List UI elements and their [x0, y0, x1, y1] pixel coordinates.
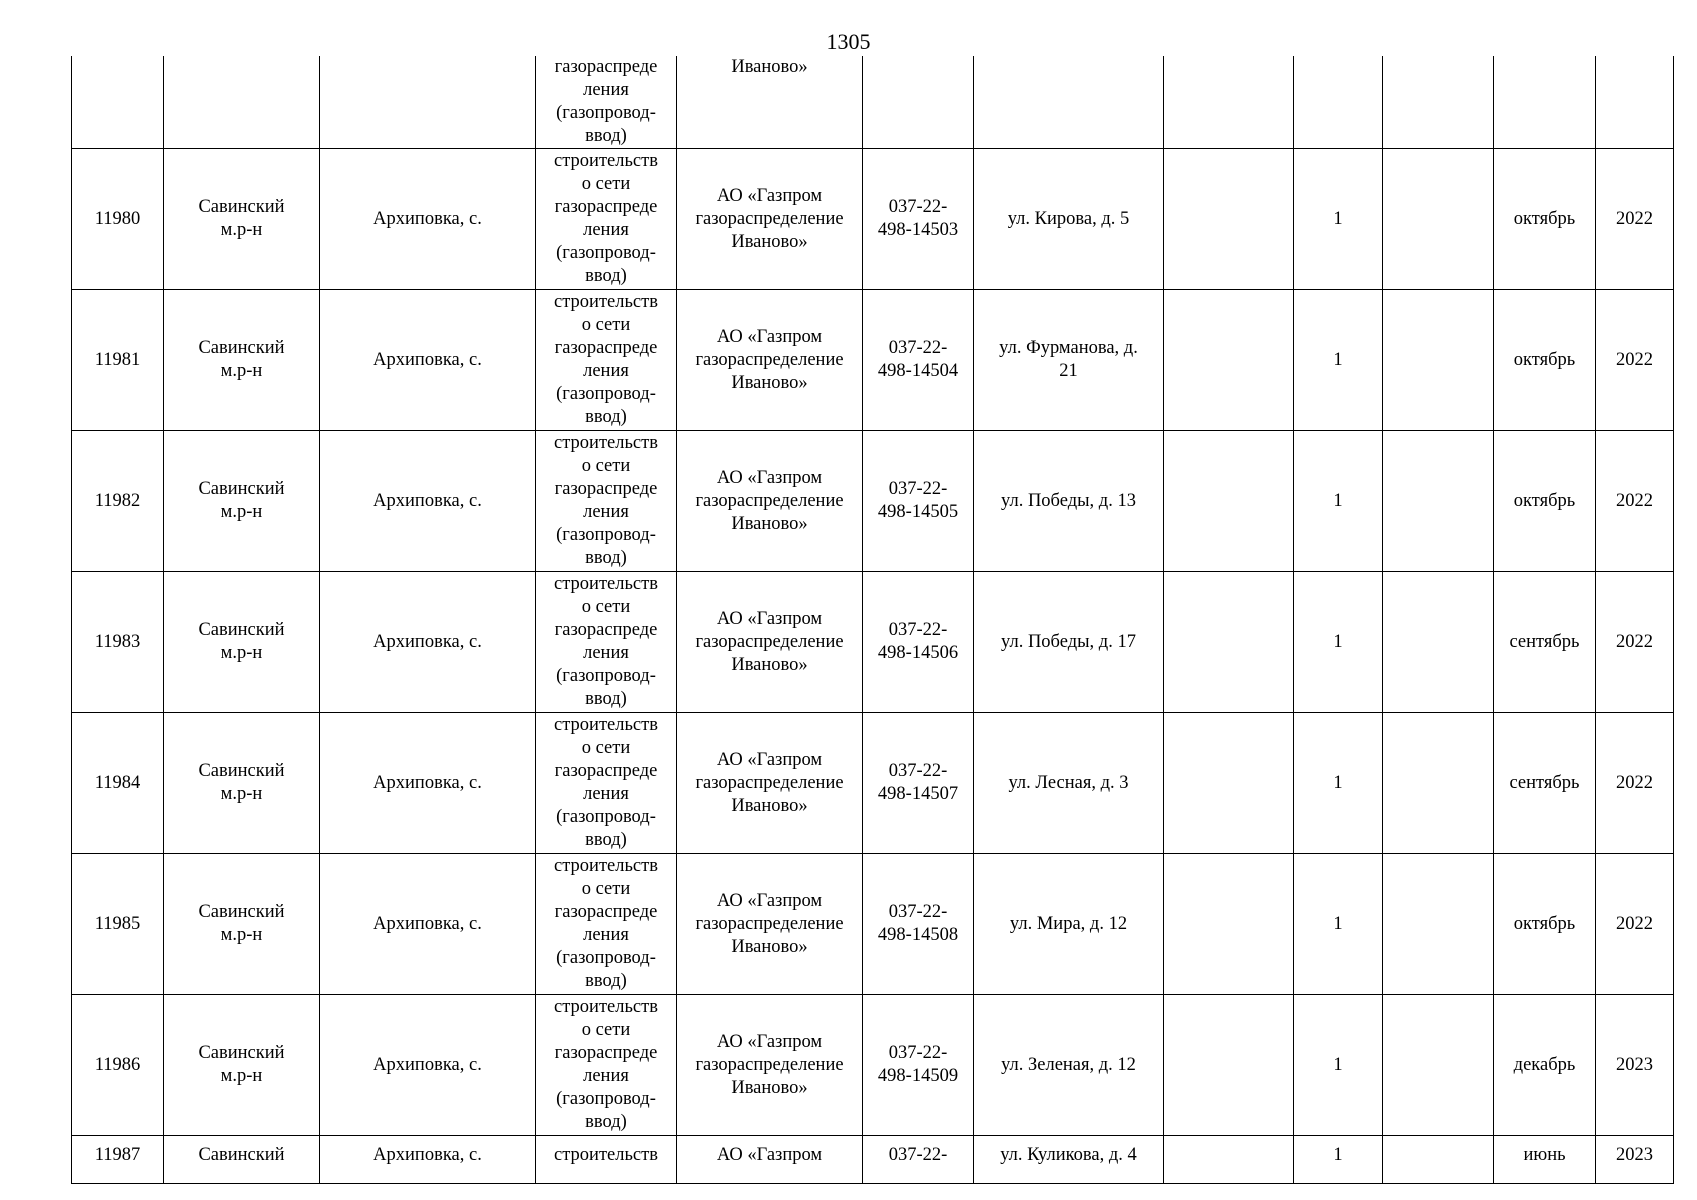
table-row [72, 431, 1674, 572]
cell-code: 037-22- 498-14506 [863, 572, 974, 713]
cell-qty: 1 [1294, 995, 1383, 1136]
cell-num [72, 56, 164, 149]
cell-month: сентябрь [1494, 572, 1596, 713]
cell-num: 11986 [72, 995, 164, 1136]
cell-empty-2 [1383, 56, 1494, 149]
cell-district: Савинский м.р-н [164, 290, 320, 431]
cell-qty: 1 [1294, 1136, 1383, 1184]
cell-place: Архиповка, с. [320, 290, 536, 431]
cell-empty-2 [1383, 572, 1494, 713]
cell-empty-1 [1164, 854, 1294, 995]
cell-address: ул. Мира, д. 12 [974, 854, 1164, 995]
cell-district: Савинский [164, 1136, 320, 1184]
cell-month: октябрь [1494, 149, 1596, 290]
cell-code: 037-22- 498-14504 [863, 290, 974, 431]
cell-empty-1 [1164, 56, 1294, 149]
cell-place: Архиповка, с. [320, 713, 536, 854]
cell-org: АО «Газпром газораспределение Иваново» [677, 431, 863, 572]
cell-num: 11984 [72, 713, 164, 854]
cell-qty: 1 [1294, 290, 1383, 431]
cell-empty-2 [1383, 995, 1494, 1136]
cell-address: ул. Лесная, д. 3 [974, 713, 1164, 854]
cell-address: ул. Зеленая, д. 12 [974, 995, 1164, 1136]
cell-empty-2 [1383, 290, 1494, 431]
cell-district: Савинский м.р-н [164, 572, 320, 713]
gas-network-table [71, 56, 1674, 1184]
cell-address: ул. Фурманова, д. 21 [974, 290, 1164, 431]
cell-type: строительств о сети газораспреде ления (газопровод- ввод) [536, 290, 677, 431]
cell-org: АО «Газпром газораспределение Иваново» [677, 290, 863, 431]
cell-district: Савинский м.р-н [164, 995, 320, 1136]
cell-org: АО «Газпром газораспределение Иваново» [677, 854, 863, 995]
cell-year: 2022 [1596, 431, 1674, 572]
cell-num: 11982 [72, 431, 164, 572]
cell-empty-1 [1164, 1136, 1294, 1184]
cell-district [164, 56, 320, 149]
cell-month: октябрь [1494, 290, 1596, 431]
cell-org: АО «Газпром газораспределение Иваново» [677, 572, 863, 713]
cell-code: 037-22- 498-14508 [863, 854, 974, 995]
continued-row [72, 56, 1674, 149]
table-row [72, 290, 1674, 431]
cell-type: строительств о сети газораспреде ления (газопровод- ввод) [536, 713, 677, 854]
cell-empty-2 [1383, 149, 1494, 290]
cell-type: строительств [536, 1136, 677, 1184]
cell-month: декабрь [1494, 995, 1596, 1136]
cell-qty [1294, 56, 1383, 149]
cell-month: октябрь [1494, 431, 1596, 572]
cell-empty-1 [1164, 713, 1294, 854]
cell-district: Савинский м.р-н [164, 713, 320, 854]
cell-empty-1 [1164, 572, 1294, 713]
cell-qty: 1 [1294, 572, 1383, 713]
cell-place [320, 56, 536, 149]
page-number: 1305 [826, 29, 871, 54]
cell-type: строительств о сети газораспреде ления (газопровод- ввод) [536, 995, 677, 1136]
cell-org: АО «Газпром газораспределение Иваново» [677, 995, 863, 1136]
cell-place: Архиповка, с. [320, 995, 536, 1136]
cell-month: июнь [1494, 1136, 1596, 1184]
table-row [72, 995, 1674, 1136]
cell-address: ул. Победы, д. 17 [974, 572, 1164, 713]
cell-empty-2 [1383, 854, 1494, 995]
cell-empty-1 [1164, 995, 1294, 1136]
cell-empty-1 [1164, 431, 1294, 572]
cell-type: строительств о сети газораспреде ления (газопровод- ввод) [536, 854, 677, 995]
cell-num: 11981 [72, 290, 164, 431]
cell-address: ул. Кирова, д. 5 [974, 149, 1164, 290]
cell-empty-2 [1383, 431, 1494, 572]
cell-year: 2022 [1596, 149, 1674, 290]
cell-empty-1 [1164, 290, 1294, 431]
cell-address: ул. Куликова, д. 4 [974, 1136, 1164, 1184]
cell-org: АО «Газпром газораспределение Иваново» [677, 149, 863, 290]
cell-year: 2022 [1596, 290, 1674, 431]
table-row [72, 572, 1674, 713]
cell-year: 2022 [1596, 854, 1674, 995]
cell-empty-2 [1383, 1136, 1494, 1184]
cell-num: 11987 [72, 1136, 164, 1184]
cell-month: октябрь [1494, 854, 1596, 995]
cell-month [1494, 56, 1596, 149]
cell-num: 11983 [72, 572, 164, 713]
cell-code [863, 56, 974, 149]
cell-num: 11985 [72, 854, 164, 995]
cell-type: строительств о сети газораспреде ления (газопровод- ввод) [536, 431, 677, 572]
cell-district: Савинский м.р-н [164, 431, 320, 572]
cell-code: 037-22- 498-14505 [863, 431, 974, 572]
table-row [72, 149, 1674, 290]
cell-empty-2 [1383, 713, 1494, 854]
cell-year: 2022 [1596, 572, 1674, 713]
cell-year [1596, 56, 1674, 149]
cell-district: Савинский м.р-н [164, 149, 320, 290]
cell-year: 2023 [1596, 995, 1674, 1136]
cell-num: 11980 [72, 149, 164, 290]
cell-type: газораспреде ления (газопровод- ввод) [536, 56, 677, 149]
cell-place: Архиповка, с. [320, 149, 536, 290]
cell-year: 2023 [1596, 1136, 1674, 1184]
cell-org: АО «Газпром [677, 1136, 863, 1184]
cell-month: сентябрь [1494, 713, 1596, 854]
cell-address: ул. Победы, д. 13 [974, 431, 1164, 572]
cell-place: Архиповка, с. [320, 854, 536, 995]
cell-type: строительств о сети газораспреде ления (газопровод- ввод) [536, 572, 677, 713]
cell-qty: 1 [1294, 713, 1383, 854]
cell-district: Савинский м.р-н [164, 854, 320, 995]
cell-code: 037-22- 498-14503 [863, 149, 974, 290]
cell-qty: 1 [1294, 149, 1383, 290]
cell-place: Архиповка, с. [320, 572, 536, 713]
cell-place: Архиповка, с. [320, 431, 536, 572]
cell-code: 037-22- 498-14507 [863, 713, 974, 854]
cell-year: 2022 [1596, 713, 1674, 854]
cell-empty-1 [1164, 149, 1294, 290]
table-row [72, 1136, 1674, 1184]
cell-qty: 1 [1294, 431, 1383, 572]
cell-address [974, 56, 1164, 149]
cell-qty: 1 [1294, 854, 1383, 995]
cell-code: 037-22- [863, 1136, 974, 1184]
cell-code: 037-22- 498-14509 [863, 995, 974, 1136]
cell-org: АО «Газпром газораспределение Иваново» [677, 713, 863, 854]
table-row [72, 713, 1674, 854]
cell-place: Архиповка, с. [320, 1136, 536, 1184]
cell-org: Иваново» [677, 56, 863, 149]
cell-type: строительств о сети газораспреде ления (газопровод- ввод) [536, 149, 677, 290]
table-row [72, 854, 1674, 995]
